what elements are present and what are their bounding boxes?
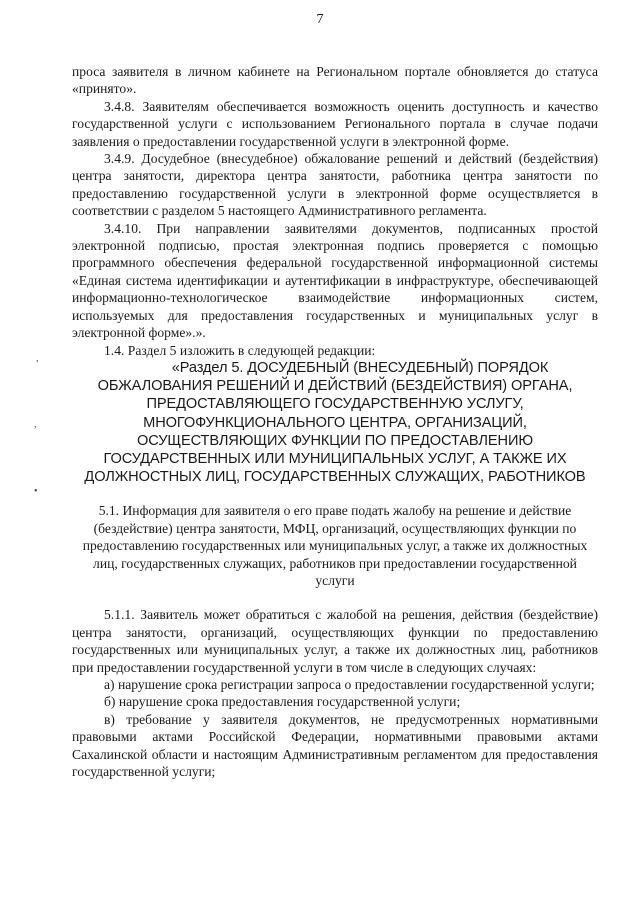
section-title (72, 359, 598, 486)
subsection-heading: 5.1. Информация для заявителя о его праве подать жалобу на решение и действие (бездействие) центра занятости, МФЦ, организаций, осуществляющих функции по предоставлению государственных или муниципальных услуг, а также их должностных лиц, государственных служащих, работников при предоставлении государственной услуги (82, 503, 588, 588)
section-title-line1: «Раздел 5. ДОСУДЕБНЫЙ (ВНЕСУДЕБНЫЙ) ПОРЯДОК (171, 359, 549, 376)
paragraph-3-4-10: 3.4.10. При направлении заявителями документов, подписанных простой электронной подписью, простая электронная подпись проверяется с помощью программного обеспечения федеральной государственной информационной системы «Единая система идентификации и аутентификации в инфраструктуре, обеспечивающей информационно-технологическое взаимодействие информационных систем, используемых для предоставления государственных и муниципальных услуг в электронной форме».». (72, 220, 598, 341)
list-item-a: а) нарушение срока регистрации запроса о предоставлении государственной услуги; (104, 676, 595, 692)
paragraph-3-4-8: 3.4.8. Заявителям обеспечивается возможность оценить доступность и качество государственной услуги с использованием Регионального портала в случае подачи заявления о предоставлении государственной услуги в электронной форме. (72, 98, 598, 149)
scan-mark: , (34, 419, 37, 430)
paragraph-continuation: проса заявителя в личном кабинете на Региональном портале обновляется до статуса «принято». (72, 64, 598, 97)
paragraph-5-1-1: 5.1.1. Заявитель может обратиться с жалобой на решения, действия (бездействие) центра занятости, организаций, осуществляющих функции по предоставлению государственных или муниципальных услуг, а также их должностных лиц, работников при предоставлении государственной услуги в том числе в следующих случаях: (72, 607, 598, 675)
list-item-v: в) требование у заявителя документов, не предусмотренных нормативными правовыми актами Российской Федерации, нормативными правовыми актами Сахалинской области и настоящим Административным регламентом для предоставления государственной услуги; (72, 711, 598, 780)
list-item-b: б) нарушение срока предоставления государственной услуги; (104, 694, 461, 710)
scan-mark: , (36, 353, 39, 364)
paragraph-1-4: 1.4. Раздел 5 изложить в следующей редакции: (104, 342, 376, 358)
document-body (72, 63, 598, 780)
page-number: 7 (316, 12, 324, 27)
scan-mark: • (34, 486, 38, 497)
paragraph-3-4-9: 3.4.9. Досудебное (внесудебное) обжалование решений и действий (бездействия) центра занятости, директора центра занятости, работника центра занятости по предоставлению государственной услуги в электронной форме осуществляется в соответствии с разделом 5 настоящего Административного регламента. (72, 151, 598, 219)
section-title-rest: ОБЖАЛОВАНИЯ РЕШЕНИЙ И ДЕЙСТВИЙ (БЕЗДЕЙСТВИЯ) ОРГАНА, ПРЕДОСТАВЛЯЮЩЕГО ГОСУДАРСТВЕННУЮ УСЛУГУ, МНОГОФУНКЦИОНАЛЬНОГО ЦЕНТРА, ОРГАНИЗАЦИЙ, ОСУЩЕСТВЛЯЮЩИХ ФУНКЦИИ ПО ПРЕДОСТАВЛЕНИЮ ГОСУДАРСТВЕННЫХ ИЛИ МУНИЦИПАЛЬНЫХ УСЛУГ, А ТАКЖЕ ИХ ДОЛЖНОСТНЫХ ЛИЦ, ГОСУДАРСТВЕННЫХ СЛУЖАЩИХ, РАБОТНИКОВ (84, 378, 586, 486)
